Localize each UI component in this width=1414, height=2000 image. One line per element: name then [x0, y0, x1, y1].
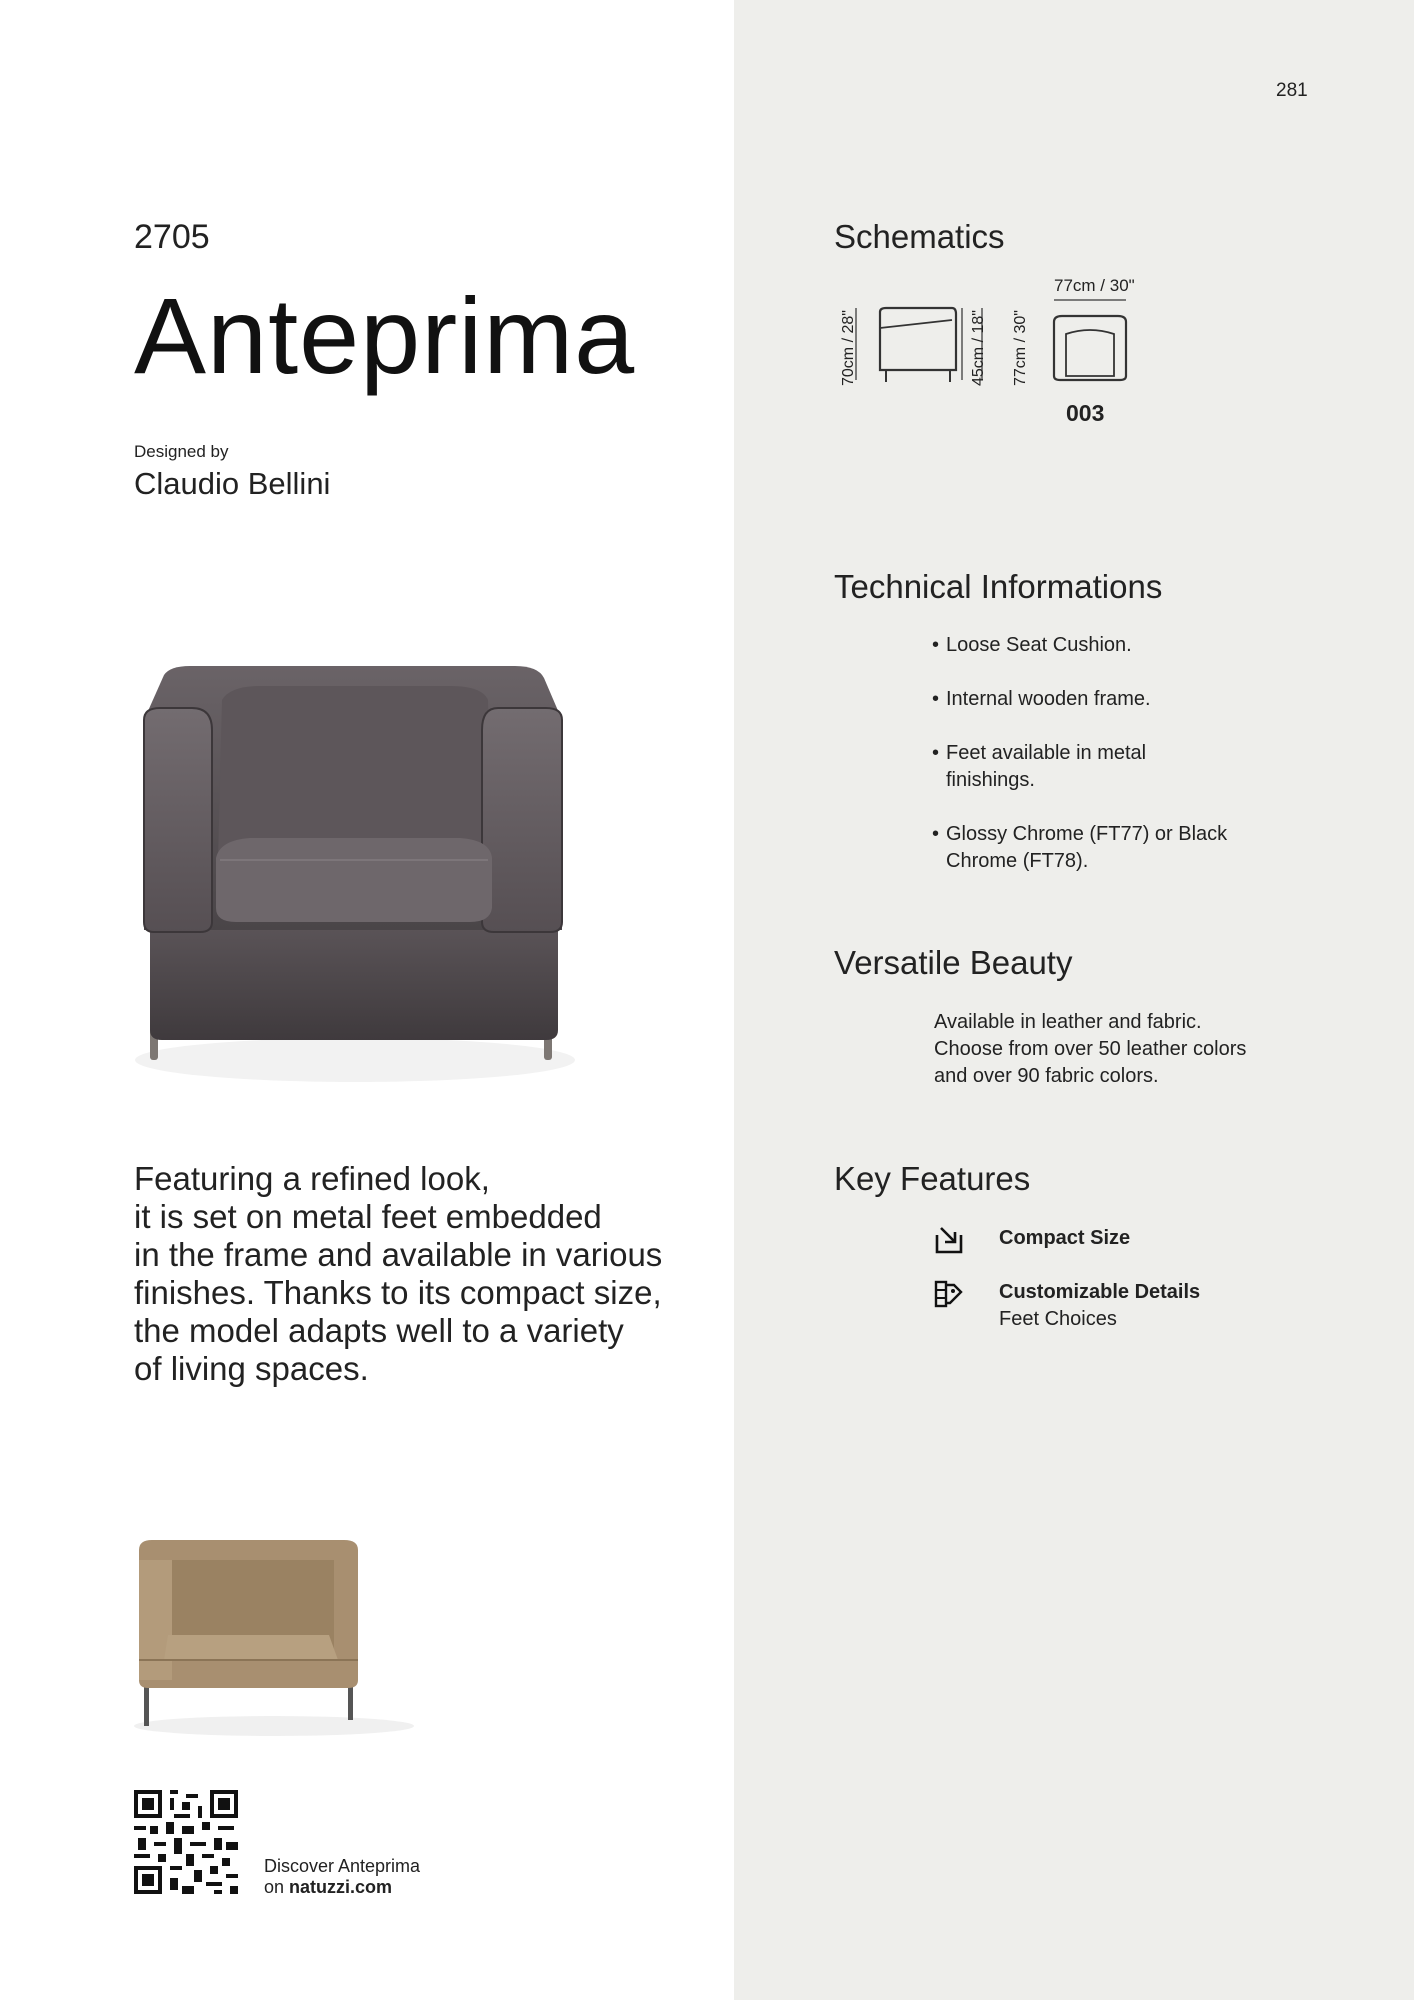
description-line: it is set on metal feet embedded: [134, 1198, 602, 1235]
schematic-code: 003: [1066, 400, 1105, 426]
armchair-small-image: [124, 1530, 424, 1740]
discover-prefix: on: [264, 1877, 290, 1897]
technical-title: Technical Informations: [834, 568, 1163, 605]
product-description: [134, 1160, 694, 1388]
designer-name: Claudio Bellini: [134, 466, 331, 501]
versatile-text: [934, 1009, 1294, 1090]
website-link[interactable]: natuzzi.com: [289, 1877, 393, 1897]
qr-code[interactable]: [134, 1790, 238, 1894]
tech-item-text: Loose Seat Cushion.: [946, 634, 1132, 656]
schematic-drawings: [834, 272, 1174, 432]
tech-item-text: Chrome (FT78).: [946, 850, 1089, 872]
key-features-title: Key Features: [834, 1160, 1031, 1197]
front-height-dimension: 77cm / 30": [1012, 310, 1029, 386]
versatile-line: and over 90 fabric colors.: [934, 1065, 1159, 1087]
versatile-line: Choose from over 50 leather colors: [934, 1038, 1247, 1060]
versatile-title: Versatile Beauty: [834, 944, 1073, 981]
designed-by-label: Designed by: [134, 442, 229, 461]
tech-item-text: • Glossy Chrome (FT77) or Black: [946, 823, 1228, 845]
armchair-main-image: [130, 660, 580, 1100]
discover-line: Discover Anteprima: [264, 1856, 421, 1876]
list-item: [932, 686, 1292, 713]
feature-title: Customizable Details: [999, 1281, 1201, 1303]
compact-size-icon: [934, 1225, 964, 1255]
model-name: Anteprima: [134, 275, 636, 396]
description-line: the model adapts well to a variety: [134, 1312, 624, 1349]
list-item: [932, 632, 1292, 659]
schematics-title: Schematics: [834, 218, 1005, 255]
page-number: 281: [1276, 80, 1308, 101]
side-height-dimension: 70cm / 28": [840, 310, 857, 386]
seat-height-dimension: 45cm / 18": [970, 310, 987, 386]
discover-line: [264, 1877, 420, 1898]
model-code: 2705: [134, 218, 210, 256]
tech-item-text: Internal wooden frame.: [946, 688, 1151, 710]
tech-item-text: • Feet available in metal: [946, 742, 1147, 764]
description-line: Featuring a refined look,: [134, 1160, 490, 1197]
list-item: [932, 740, 1292, 794]
versatile-line: Available in leather and fabric.: [934, 1011, 1202, 1033]
customizable-details-icon: [934, 1279, 964, 1309]
feature-title: Compact Size: [999, 1227, 1131, 1249]
description-line: in the frame and available in various: [134, 1236, 663, 1273]
feature-subtitle: Feet Choices: [999, 1308, 1117, 1330]
width-dimension: 77cm / 30": [1054, 276, 1135, 295]
description-line: of living spaces.: [134, 1350, 369, 1387]
list-item: [932, 821, 1292, 875]
discover-link[interactable]: [264, 1856, 420, 1898]
description-line: finishes. Thanks to its compact size,: [134, 1274, 662, 1311]
tech-item-text: finishings.: [946, 769, 1035, 791]
technical-list: [932, 632, 1292, 902]
